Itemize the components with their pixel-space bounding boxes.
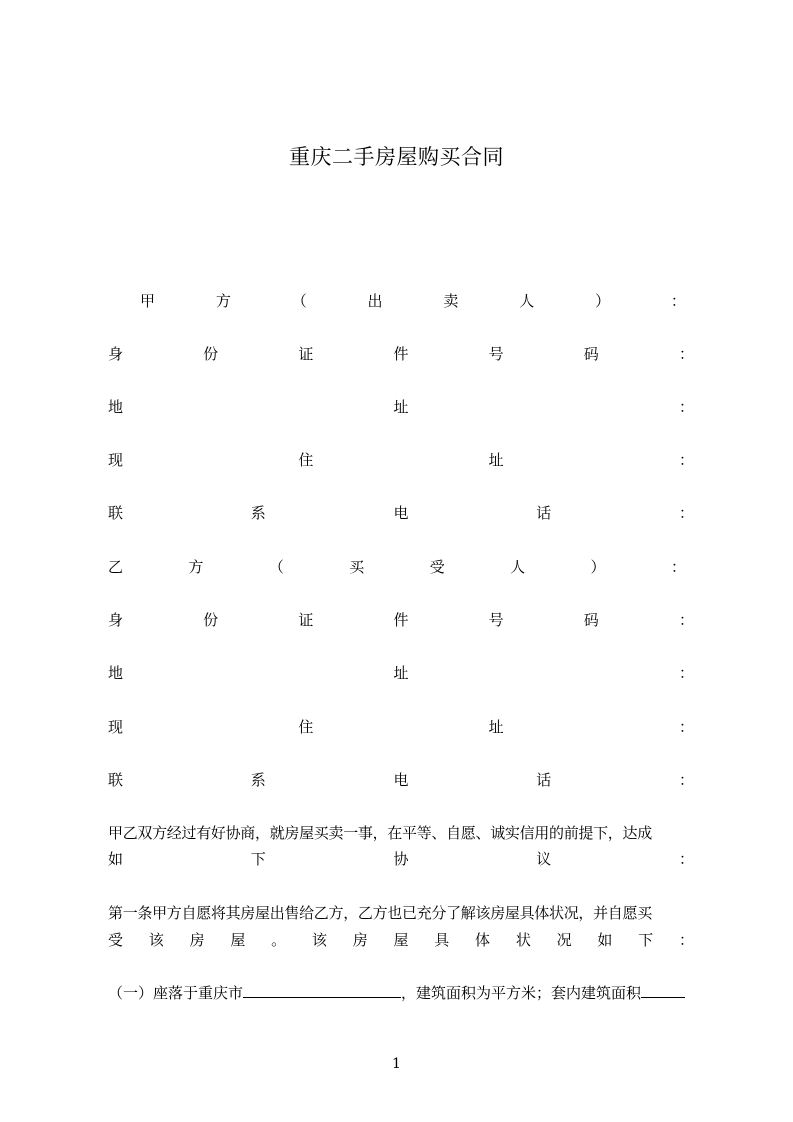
article-1-line-2 xyxy=(108,929,694,951)
inner-area-blank xyxy=(641,983,685,998)
line-char: ： xyxy=(678,611,694,629)
line-char: 如 xyxy=(108,850,124,868)
line-char: 联 xyxy=(108,771,124,789)
line-char: 码 xyxy=(583,345,599,363)
line-char: 买 xyxy=(349,558,365,576)
item-1-line xyxy=(108,982,698,1004)
line-char: ： xyxy=(678,664,694,682)
line-char: 联 xyxy=(108,504,124,522)
line-char: 系 xyxy=(250,771,266,789)
line-char: 件 xyxy=(393,611,409,629)
line-char: ： xyxy=(678,771,694,789)
line-char: ： xyxy=(678,504,694,522)
line-char: 况 xyxy=(556,931,572,949)
item-1-middle: ，建筑面积为平方米；套内建筑面积 xyxy=(401,984,642,1002)
line-char: 份 xyxy=(203,611,219,629)
line-char: 体 xyxy=(475,931,491,949)
line-char: 方 xyxy=(188,558,204,576)
line-char: 人 xyxy=(519,292,535,310)
party-a-address-line xyxy=(108,396,694,418)
line-char: 话 xyxy=(536,771,552,789)
location-blank xyxy=(243,983,401,998)
line-char: ： xyxy=(678,850,694,868)
line-char: 份 xyxy=(203,345,219,363)
article-1-line-1: 第一条甲方自愿将其房屋出售给乙方，乙方也已充分了解该房屋具体状况，并自愿买 xyxy=(108,904,652,922)
line-char: 码 xyxy=(583,611,599,629)
line-char: 住 xyxy=(298,718,314,736)
line-char: 件 xyxy=(393,345,409,363)
line-char: 地 xyxy=(108,398,124,416)
line-char: 现 xyxy=(108,718,124,736)
line-char: 系 xyxy=(250,504,266,522)
line-char: 房 xyxy=(352,931,368,949)
line-char: 住 xyxy=(298,451,314,469)
line-char: 号 xyxy=(488,611,504,629)
line-char: 地 xyxy=(108,664,124,682)
party-b-heading xyxy=(108,556,686,578)
line-char: ： xyxy=(670,292,686,310)
line-char: 该 xyxy=(148,931,164,949)
party-a-heading xyxy=(140,290,686,312)
line-char: 该 xyxy=(311,931,327,949)
page-number: 1 xyxy=(392,1056,401,1072)
line-char: 址 xyxy=(488,718,504,736)
line-char: 乙 xyxy=(108,558,124,576)
line-char: 具 xyxy=(434,931,450,949)
intro-line-2 xyxy=(108,848,694,870)
party-b-phone-line xyxy=(108,769,694,791)
line-char: 方 xyxy=(215,292,231,310)
document-title: 重庆二手房屋购买合同 xyxy=(289,145,504,169)
line-char: 受 xyxy=(429,558,445,576)
line-char: 屋 xyxy=(230,931,246,949)
line-char: ： xyxy=(678,398,694,416)
line-char: 号 xyxy=(488,345,504,363)
line-char: 现 xyxy=(108,451,124,469)
line-char: ： xyxy=(678,345,694,363)
line-char: 电 xyxy=(393,771,409,789)
line-char: 证 xyxy=(298,345,314,363)
line-char: ） xyxy=(590,558,606,576)
line-char: 房 xyxy=(189,931,205,949)
line-char: 受 xyxy=(108,931,124,949)
line-char: ： xyxy=(678,931,694,949)
line-char: 址 xyxy=(393,398,409,416)
line-char: 屋 xyxy=(393,931,409,949)
party-a-id-line xyxy=(108,343,694,365)
line-char: 下 xyxy=(638,931,654,949)
party-a-current-address-line xyxy=(108,449,694,471)
party-a-phone-line xyxy=(108,502,694,524)
line-char: （ xyxy=(268,558,284,576)
line-char: 电 xyxy=(393,504,409,522)
line-char: 协 xyxy=(393,850,409,868)
line-char: 话 xyxy=(536,504,552,522)
line-char: ： xyxy=(678,451,694,469)
line-char: ） xyxy=(595,292,611,310)
line-char: 甲 xyxy=(140,292,156,310)
line-char: 如 xyxy=(597,931,613,949)
line-char: （ xyxy=(291,292,307,310)
party-b-current-address-line xyxy=(108,716,694,738)
party-b-address-line xyxy=(108,662,694,684)
line-char: 议 xyxy=(536,850,552,868)
line-char: 状 xyxy=(515,931,531,949)
line-char: 出 xyxy=(367,292,383,310)
line-char: ： xyxy=(670,558,686,576)
party-b-id-line xyxy=(108,609,694,631)
line-char: 身 xyxy=(108,611,124,629)
line-char: 下 xyxy=(250,850,266,868)
line-char: 址 xyxy=(488,451,504,469)
line-char: 证 xyxy=(298,611,314,629)
item-1-prefix: （一）座落于重庆市 xyxy=(108,984,244,1002)
line-char: 身 xyxy=(108,345,124,363)
line-char: 人 xyxy=(510,558,526,576)
line-char: 卖 xyxy=(443,292,459,310)
intro-line-1: 甲乙双方经过有好协商，就房屋买卖一事，在平等、自愿、诚实信用的前提下，达成 xyxy=(108,824,652,842)
line-char: ： xyxy=(678,718,694,736)
line-char: 址 xyxy=(393,664,409,682)
line-char: 。 xyxy=(271,931,287,949)
